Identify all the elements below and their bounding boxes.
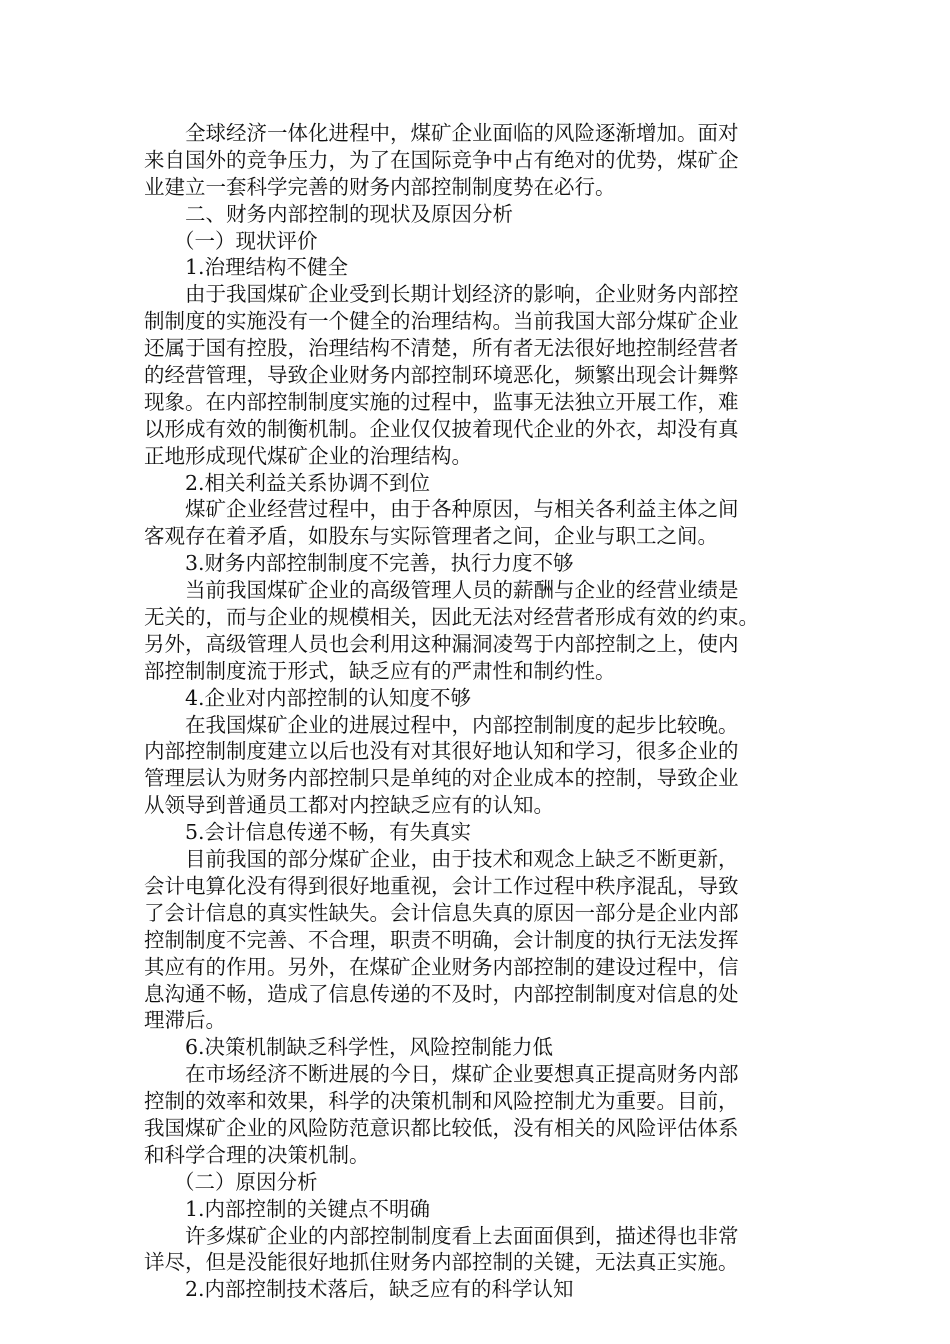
text-line: 4.企业对内部控制的认知度不够 bbox=[185, 685, 472, 710]
text-line: 由于我国煤矿企业受到长期计划经济的影响，企业财务内部控 bbox=[185, 282, 739, 307]
text-line: 6.决策机制缺乏科学性，风险控制能力低 bbox=[185, 1035, 554, 1060]
text-line: （二）原因分析 bbox=[174, 1169, 318, 1194]
text-line: 控制的效率和效果，科学的决策机制和风险控制尤为重要。目前， bbox=[144, 1089, 739, 1114]
text-line: 业建立一套科学完善的财务内部控制制度势在必行。 bbox=[144, 174, 616, 199]
text-line: 在我国煤矿企业的进展过程中，内部控制制度的起步比较晚。 bbox=[185, 712, 739, 737]
text-line: 目前我国的部分煤矿企业，由于技术和观念上缺乏不断更新， bbox=[185, 847, 739, 872]
document-body bbox=[144, 120, 806, 1303]
text-line: （一）现状评价 bbox=[174, 228, 318, 253]
text-line: 了会计信息的真实性缺失。会计信息失真的原因一部分是企业内部 bbox=[144, 900, 739, 925]
text-line: 3.财务内部控制制度不完善，执行力度不够 bbox=[185, 551, 574, 576]
text-line: 从领导到普通员工都对内控缺乏应有的认知。 bbox=[144, 793, 554, 818]
text-line: 管理层认为财务内部控制只是单纯的对企业成本的控制，导致企业 bbox=[144, 766, 739, 791]
text-line: 全球经济一体化进程中，煤矿企业面临的风险逐渐增加。面对 bbox=[185, 121, 739, 145]
text-line: 1.内部控制的关键点不明确 bbox=[185, 1196, 431, 1221]
text-line: 我国煤矿企业的风险防范意识都比较低，没有相关的风险评估体系 bbox=[144, 1115, 739, 1140]
text-line: 1.治理结构不健全 bbox=[185, 255, 349, 280]
text-line: 另外，高级管理人员也会利用这种漏洞凌驾于内部控制之上，使内 bbox=[144, 631, 739, 656]
text-line: 内部控制制度建立以后也没有对其很好地认知和学习，很多企业的 bbox=[144, 739, 739, 764]
text-line: 制制度的实施没有一个健全的治理结构。当前我国大部分煤矿企业 bbox=[144, 309, 739, 334]
text-line: 控制制度不完善、不合理，职责不明确，会计制度的执行无法发挥 bbox=[144, 927, 739, 952]
text-line: 以形成有效的制衡机制。企业仅仅披着现代企业的外衣，却没有真 bbox=[144, 416, 739, 441]
text-line: 2.内部控制技术落后，缺乏应有的科学认知 bbox=[185, 1277, 574, 1302]
text-line: 的经营管理，导致企业财务内部控制环境恶化，频繁出现会计舞弊 bbox=[144, 363, 739, 388]
text-line: 息沟通不畅，造成了信息传递的不及时，内部控制制度对信息的处 bbox=[144, 981, 739, 1006]
text-line: 客观存在着矛盾，如股东与实际管理者之间，企业与职工之间。 bbox=[144, 524, 718, 549]
text-line: 部控制制度流于形式，缺乏应有的严肃性和制约性。 bbox=[144, 658, 616, 683]
text-line: 煤矿企业经营过程中，由于各种原因，与相关各利益主体之间 bbox=[185, 497, 739, 522]
text-line: 会计电算化没有得到很好地重视，会计工作过程中秩序混乱，导致 bbox=[144, 873, 739, 898]
text-line: 还属于国有控股，治理结构不清楚，所有者无法很好地控制经营者 bbox=[144, 336, 739, 361]
text-line: 现象。在内部控制制度实施的过程中，监事无法独立开展工作，难 bbox=[144, 389, 739, 414]
text-line: 理滞后。 bbox=[144, 1008, 226, 1033]
text-line: 正地形成现代煤矿企业的治理结构。 bbox=[144, 443, 472, 468]
text-line: 许多煤矿企业的内部控制制度看上去面面俱到，描述得也非常 bbox=[185, 1223, 739, 1248]
text-line: 详尽，但是没能很好地抓住财务内部控制的关键，无法真正实施。 bbox=[144, 1250, 739, 1275]
text-line: 来自国外的竞争压力，为了在国际竞争中占有绝对的优势，煤矿企 bbox=[144, 147, 739, 172]
text-line: 当前我国煤矿企业的高级管理人员的薪酬与企业的经营业绩是 bbox=[185, 578, 739, 603]
text-line: 其应有的作用。另外，在煤矿企业财务内部控制的建设过程中，信 bbox=[144, 954, 739, 979]
text-line: 2.相关利益关系协调不到位 bbox=[185, 470, 431, 495]
text-line: 和科学合理的决策机制。 bbox=[144, 1142, 370, 1167]
text-line: 二、财务内部控制的现状及原因分析 bbox=[185, 201, 513, 226]
text-line: 无关的，而与企业的规模相关，因此无法对经营者形成有效的约束。 bbox=[144, 605, 759, 630]
text-line: 在市场经济不断进展的今日，煤矿企业要想真正提高财务内部 bbox=[185, 1062, 739, 1087]
text-line: 5.会计信息传递不畅，有失真实 bbox=[185, 820, 472, 845]
